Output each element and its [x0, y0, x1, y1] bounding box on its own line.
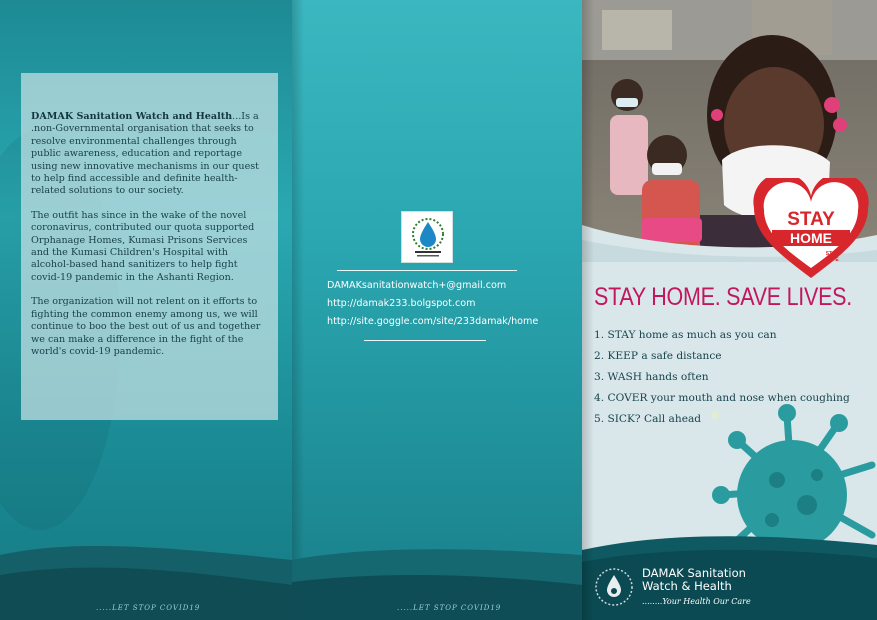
- badge-line4: SAFE: [825, 257, 839, 263]
- middle-footer-tag: .....LET STOP COVID19: [397, 604, 502, 612]
- brand-name-line2: Watch & Health: [642, 579, 732, 593]
- about-paragraph-3: The organization will not relent on it efforts to fighting the common enemy among us, we will continue to boo the best out of us and together we can make a difference in the fight of the world's covid-19 pandemic.: [31, 296, 261, 357]
- about-paragraph-2: The outfit has since in the wake of the novel coronavirus, contributed our quota supported Orphanage Homes, Kumasi Prisons Services and the Kumasi Children's Hospital with alcohol-based hand sanitizers to help fight covid-19 pandemic in the Ashanti Region.: [31, 209, 255, 283]
- logo-drop-icon: [402, 212, 454, 264]
- contact-email[interactable]: DAMAKsanitationwatch+@gmail.com: [327, 280, 507, 291]
- org-name: DAMAK Sanitation Watch and Health: [31, 111, 233, 122]
- right-panel: [582, 0, 877, 620]
- step-item: 1. STAY home as much as you can: [594, 329, 777, 341]
- badge-line3: STAY: [825, 251, 839, 257]
- organization-logo: [401, 211, 453, 263]
- contact-site-link[interactable]: http://site.goggle.com/site/233damak/home: [327, 316, 539, 327]
- step-item: 2. KEEP a safe distance: [594, 350, 722, 362]
- step-item: 4. COVER your mouth and nose when coughing: [594, 392, 850, 404]
- step-item: 5. SICK? Call ahead: [594, 413, 702, 425]
- about-paragraph-1: [31, 111, 268, 198]
- middle-panel: [292, 0, 582, 620]
- contact-blog-link[interactable]: http://damak233.bolgspot.com: [327, 298, 476, 309]
- divider-bottom: [364, 340, 486, 341]
- left-panel: [0, 0, 292, 620]
- middle-panel-decor: [292, 0, 582, 620]
- about-text-box: [21, 73, 278, 420]
- divider-top: [337, 270, 517, 271]
- brand-name-line1: DAMAK Sanitation: [642, 566, 746, 580]
- about-intro: ...Is a .non-Governmental organisation that seeks to resolve environmental challenges through public awareness, education and reportage using new innovative mechanisms in our quest to help find accessible and definite health-related solutions to our society.: [31, 111, 260, 197]
- stay-home-heart-badge: [752, 178, 870, 280]
- headline: STAY HOME. SAVE LIVES.: [594, 283, 852, 311]
- brand-name: [642, 567, 746, 593]
- step-item: 3. WASH hands often: [594, 371, 709, 383]
- left-footer-tag: .....LET STOP COVID19: [96, 604, 201, 612]
- brand-logo-icon: [594, 567, 634, 607]
- badge-line2: HOME: [790, 230, 832, 246]
- badge-line1: STAY: [787, 209, 835, 230]
- brand-tagline: ........Your Health Our Care: [642, 597, 751, 606]
- prevention-steps-list: [594, 325, 850, 430]
- fold-shadow-right: [582, 0, 594, 620]
